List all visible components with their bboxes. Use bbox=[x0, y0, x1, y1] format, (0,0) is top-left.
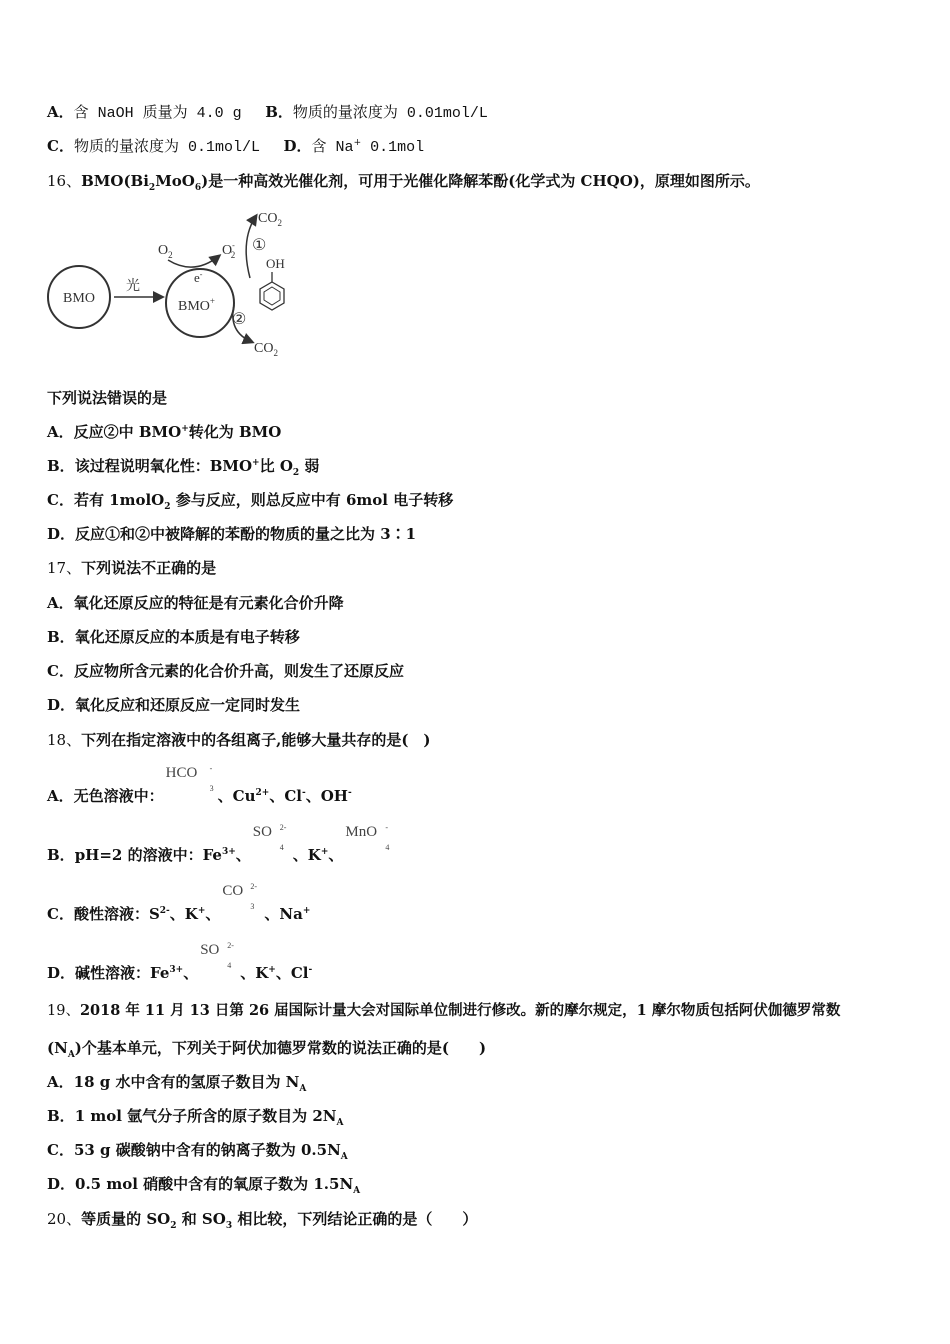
superoxide-label: O-2 bbox=[222, 241, 236, 260]
q18-option-b-part1: 、 bbox=[235, 846, 251, 864]
q19-option-b bbox=[47, 1106, 344, 1126]
q15-option-d-sup: + bbox=[353, 138, 362, 148]
q16-stem-part3: )是一种高效光催化剂，可用于光催化降解苯酚(化学式为 CHQO)，原理如图所示。 bbox=[201, 172, 760, 190]
step1-label: ① bbox=[252, 237, 267, 254]
q18-option-b bbox=[47, 823, 397, 865]
oh-label: OH bbox=[266, 256, 285, 271]
q19-stem-part2a: (N bbox=[47, 1039, 68, 1057]
q16-option-d bbox=[47, 524, 416, 544]
q19-option-b-text: 1 mol 氩气分子所含的原子数目为 2N bbox=[74, 1107, 337, 1125]
q16-option-b-sup: + bbox=[252, 458, 260, 468]
q18-option-d-pre: 碱性溶液：Fe bbox=[75, 964, 170, 982]
q16-option-b-part3: 弱 bbox=[299, 457, 320, 475]
q18-stem-text: 下列在指定溶液中的各组离子,能够大量共存的是( ) bbox=[81, 731, 431, 749]
q19-option-c-sub: A bbox=[340, 1152, 348, 1162]
q16-stem bbox=[47, 171, 760, 191]
q18-option-a-pre: 无色溶液中： bbox=[73, 787, 164, 805]
q20-stem-sub1: 2 bbox=[170, 1221, 177, 1231]
q19-option-d bbox=[47, 1174, 360, 1194]
q17-option-c-label: C． bbox=[47, 662, 74, 680]
sulfate-ion: SO 2- 4 bbox=[252, 823, 287, 852]
q18-option-a bbox=[47, 764, 352, 806]
q19-option-d-label: D． bbox=[47, 1175, 76, 1193]
q18-option-d-part2: 、K bbox=[240, 964, 269, 982]
bmo-plus-label: BMO+ bbox=[178, 296, 215, 314]
co2-bottom-label: $CO_2$ bbox=[254, 341, 278, 358]
q18-option-c-sup1: 2- bbox=[159, 906, 170, 916]
q17-option-c-text: 反应物所含元素的化合价升高，则发生了还原反应 bbox=[73, 662, 404, 680]
q18-option-d-sup1: 3+ bbox=[169, 965, 184, 975]
q17-option-c bbox=[47, 661, 404, 681]
q19-option-c-text: 53 g 碳酸钠中含有的钠离子数为 0.5N bbox=[73, 1141, 341, 1159]
q18-option-b-part3: 、 bbox=[328, 846, 344, 864]
q15-option-b-label: B． bbox=[265, 103, 293, 121]
q20-stem-part3: 相比较，下列结论正确的是（ ） bbox=[232, 1210, 478, 1228]
q18-option-b-label: B． bbox=[47, 846, 75, 864]
q15-option-c-text: 物质的量浓度为 0.1mol/L bbox=[73, 139, 260, 156]
q15-options-cd bbox=[47, 136, 424, 158]
q19-option-a-label: A． bbox=[47, 1073, 74, 1091]
q20-stem-sub2: 3 bbox=[225, 1221, 233, 1231]
q15-option-c-label: C． bbox=[47, 137, 74, 155]
q19-option-b-sub: A bbox=[336, 1118, 344, 1128]
q15-option-a-label: A． bbox=[47, 103, 74, 121]
q19-stem-sub: A bbox=[67, 1050, 75, 1060]
photocatalysis-diagram bbox=[44, 200, 314, 360]
q18-option-b-pre: pH=2 的溶液中：Fe bbox=[74, 846, 222, 864]
q19-option-d-sub: A bbox=[353, 1186, 361, 1196]
q18-option-d-part1: 、 bbox=[183, 964, 199, 982]
q18-option-a-part1: 、Cu bbox=[217, 787, 256, 805]
q15-options-ab bbox=[47, 102, 488, 124]
q19-option-c-label: C． bbox=[47, 1141, 74, 1159]
sulfate-ion-2: SO 2- 4 bbox=[200, 941, 234, 970]
electron-transfer-arrow bbox=[168, 256, 219, 267]
q18-option-a-label: A． bbox=[47, 787, 74, 805]
q17-number: 17、 bbox=[47, 559, 82, 577]
q18-option-d-label: D． bbox=[47, 964, 76, 982]
q15-option-d-label: D． bbox=[283, 137, 312, 155]
q17-stem-text: 下列说法不正确的是 bbox=[81, 559, 217, 577]
q16-stem-part1: BMO(Bi bbox=[81, 172, 149, 190]
q18-option-d bbox=[47, 941, 313, 983]
q16-option-c-label: C． bbox=[47, 491, 74, 509]
q18-option-a-sup1: 2+ bbox=[255, 788, 270, 798]
q16-option-b bbox=[47, 456, 319, 476]
co2-top-label: $CO_2$ bbox=[258, 211, 282, 228]
q19-option-a-text: 18 g 水中含有的氢原子数目为 N bbox=[73, 1073, 300, 1091]
q18-option-a-part2: 、Cl bbox=[269, 787, 302, 805]
q18-option-a-part3: 、OH bbox=[305, 787, 348, 805]
q20-number: 20、 bbox=[47, 1210, 82, 1228]
q16-stem-sub1: 2 bbox=[148, 183, 156, 193]
q17-option-a bbox=[47, 593, 344, 613]
q16-option-b-label: B． bbox=[47, 457, 75, 475]
q16-prompt: 下列说法错误的是 bbox=[47, 389, 168, 407]
bmo-label: BMO bbox=[63, 291, 95, 306]
q17-stem bbox=[47, 558, 216, 578]
q16-option-c-part1: 若有 1molO bbox=[73, 491, 165, 509]
q16-option-c bbox=[47, 490, 453, 510]
q18-option-b-part2: 、K bbox=[292, 846, 321, 864]
q18-option-c-sup2: + bbox=[197, 906, 206, 916]
q17-option-b-text: 氧化还原反应的本质是有电子转移 bbox=[74, 628, 300, 646]
phenol-ring-inner bbox=[264, 287, 280, 305]
q19-number: 19、 bbox=[47, 1003, 80, 1019]
q18-option-d-sup3: - bbox=[308, 965, 313, 975]
q16-option-a-part1: 反应②中 BMO bbox=[73, 423, 182, 441]
q17-option-a-label: A． bbox=[47, 594, 74, 612]
step2-label: ② bbox=[232, 311, 247, 328]
q15-option-d-pre: 含 Na bbox=[311, 139, 354, 156]
q16-stem-part2: MoO bbox=[155, 172, 195, 190]
q18-option-c-sup3: + bbox=[302, 906, 311, 916]
q17-option-d-label: D． bbox=[47, 696, 76, 714]
bicarbonate-ion: HCO - 3 bbox=[165, 764, 214, 793]
q18-option-c-part1: 、K bbox=[169, 905, 198, 923]
q18-option-c-pre: 酸性溶液：S bbox=[73, 905, 160, 923]
q19-stem-part2b: )个基本单元，下列关于阿伏加德罗常数的说法正确的是( ) bbox=[74, 1039, 487, 1057]
carbonate-ion: CO 2- 3 bbox=[222, 882, 258, 911]
q18-option-a-sup3: - bbox=[347, 788, 352, 798]
q18-option-c-label: C． bbox=[47, 905, 74, 923]
q15-option-b-text: 物质的量浓度为 0.01mol/L bbox=[292, 105, 488, 122]
q15-option-d-post: 0.1mol bbox=[361, 139, 425, 156]
q19-stem-part1: 2018 年 11 月 13 日第 26 届国际计量大会对国际单位制进行修改。新的摩尔规定，1 摩尔物质包括阿伏伽德罗常数 bbox=[79, 1002, 841, 1019]
q16-option-d-label: D． bbox=[47, 525, 76, 543]
q17-option-b bbox=[47, 627, 300, 647]
q19-option-a-sub: A bbox=[299, 1084, 307, 1094]
q19-option-c bbox=[47, 1140, 348, 1160]
q17-option-d bbox=[47, 695, 300, 715]
light-label: 光 bbox=[126, 279, 140, 294]
q18-number: 18、 bbox=[47, 731, 82, 749]
q16-stem-sub2: 6 bbox=[194, 183, 202, 193]
o2-label: $O_2$ bbox=[158, 243, 173, 260]
q17-option-d-text: 氧化反应和还原反应一定同时发生 bbox=[75, 696, 301, 714]
q18-option-a-sup2: - bbox=[301, 788, 306, 798]
q16-option-b-sub: 2 bbox=[292, 468, 300, 478]
electron-label: e- bbox=[194, 270, 203, 285]
q15-option-a-text: 含 NaOH 质量为 4.0 g bbox=[73, 105, 242, 122]
q17-option-b-label: B． bbox=[47, 628, 75, 646]
permanganate-ion: MnO - 4 bbox=[345, 823, 390, 852]
q16-option-b-part2: 比 O bbox=[259, 457, 293, 475]
q20-stem-part2: 和 SO bbox=[176, 1210, 226, 1228]
q16-option-a bbox=[47, 422, 281, 442]
q16-option-a-sup: + bbox=[181, 424, 189, 434]
q19-option-a bbox=[47, 1072, 306, 1092]
q17-option-a-text: 氧化还原反应的特征是有元素化合价升降 bbox=[73, 594, 344, 612]
q18-option-c-part3: 、Na bbox=[264, 905, 303, 923]
q18-option-c-part2: 、 bbox=[205, 905, 221, 923]
q18-option-b-sup1: 3+ bbox=[221, 847, 236, 857]
q18-option-d-sup2: + bbox=[268, 965, 276, 975]
q16-option-a-part2: 转化为 BMO bbox=[188, 423, 282, 441]
q16-number: 16、 bbox=[47, 172, 82, 190]
q16-option-b-part1: 该过程说明氧化性：BMO bbox=[74, 457, 253, 475]
q16-option-c-sub: 2 bbox=[164, 502, 171, 512]
q19-stem-line2 bbox=[47, 1038, 486, 1058]
q18-option-d-part3: 、Cl bbox=[275, 964, 309, 982]
q19-option-d-text: 0.5 mol 硝酸中含有的氧原子数为 1.5N bbox=[75, 1175, 354, 1193]
q20-stem-part1: 等质量的 SO bbox=[81, 1210, 171, 1228]
q19-option-b-label: B． bbox=[47, 1107, 75, 1125]
q16-option-c-part2: 参与反应，则总反应中有 6mol 电子转移 bbox=[170, 491, 454, 509]
q18-stem bbox=[47, 730, 431, 750]
q16-option-a-label: A． bbox=[47, 423, 74, 441]
q19-stem-line1 bbox=[47, 1001, 840, 1021]
q16-option-d-text: 反应①和②中被降解的苯酚的物质的量之比为 3∶1 bbox=[75, 525, 417, 543]
q20-stem bbox=[47, 1209, 477, 1229]
q18-option-c bbox=[47, 882, 311, 924]
q18-option-b-sup2: + bbox=[320, 847, 329, 857]
